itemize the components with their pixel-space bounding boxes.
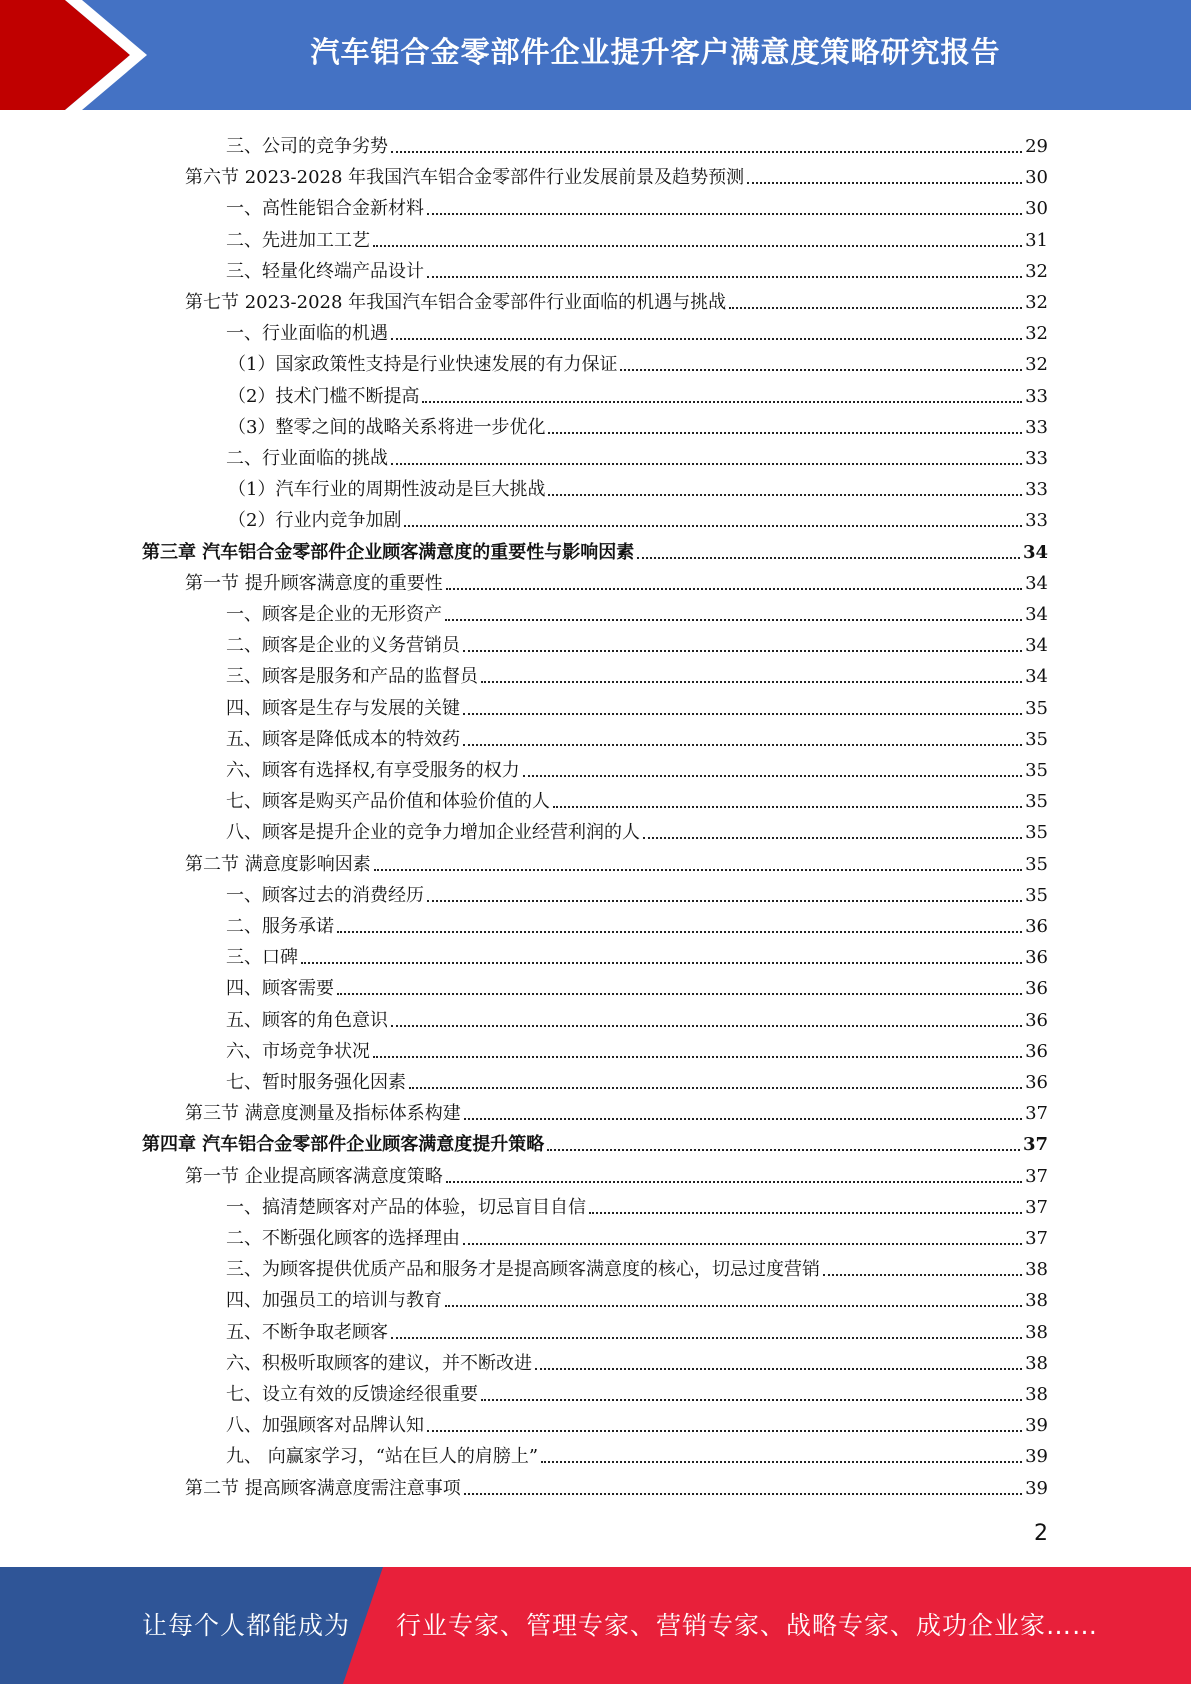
toc-entry-label: 三、口碑 xyxy=(226,947,298,969)
toc-entry[interactable] xyxy=(226,1406,1048,1437)
toc-entry-label: 二、顾客是企业的义务营销员 xyxy=(226,635,460,657)
toc-entry[interactable] xyxy=(226,1375,1048,1406)
toc-entry[interactable] xyxy=(226,127,1048,158)
toc-entry-label: 六、积极听取顾客的建议，并不断改进 xyxy=(226,1352,532,1374)
toc-dot-leader xyxy=(409,1087,1022,1089)
toc-entry[interactable] xyxy=(185,564,1048,595)
toc-entry-label: 一、顾客是企业的无形资产 xyxy=(226,604,442,625)
toc-entry-page: 32 xyxy=(1025,323,1048,345)
toc-dot-leader xyxy=(373,1056,1022,1058)
toc-entry-label: （2）行业内竞争加剧 xyxy=(228,510,402,532)
toc-entry-label: 一、高性能铝合金新材料 xyxy=(226,198,424,220)
toc-entry-page: 38 xyxy=(1025,1321,1048,1343)
toc-entry-label: 第七节 2023-2028 年我国汽车铝合金零部件行业面临的机遇与挑战 xyxy=(185,292,727,313)
toc-entry-label: 一、顾客过去的消费经历 xyxy=(226,884,424,906)
toc-entry-page: 34 xyxy=(1025,604,1048,625)
toc-entry[interactable] xyxy=(226,1063,1048,1094)
toc-entry-label: （1）国家政策性支持是行业快速发展的有力保证 xyxy=(228,354,618,376)
toc-entry[interactable] xyxy=(228,470,1048,501)
toc-entry[interactable] xyxy=(142,533,1048,564)
toc-entry[interactable] xyxy=(226,751,1048,782)
toc-entry-label: 二、行业面临的挑战 xyxy=(226,448,388,469)
toc-entry[interactable] xyxy=(228,377,1048,408)
toc-entry[interactable] xyxy=(226,876,1048,907)
toc-dot-leader xyxy=(620,369,1022,371)
toc-entry-label: （2）技术门槛不断提高 xyxy=(228,385,420,407)
toc-dot-leader xyxy=(445,619,1022,621)
toc-entry-label: 四、顾客是生存与发展的关键 xyxy=(226,697,460,719)
toc-entry-page: 33 xyxy=(1025,416,1048,438)
report-title: 汽车铝合金零部件企业提升客户满意度策略研究报告 xyxy=(310,35,1001,69)
toc-entry[interactable] xyxy=(226,189,1048,220)
toc-dot-leader xyxy=(643,837,1022,839)
toc-entry[interactable] xyxy=(226,314,1048,345)
toc-entry[interactable] xyxy=(226,782,1048,813)
toc-dot-leader xyxy=(301,962,1022,964)
toc-entry[interactable] xyxy=(226,252,1048,283)
toc-dot-leader xyxy=(427,213,1022,215)
toc-entry[interactable] xyxy=(226,657,1048,688)
toc-entry-page: 37 xyxy=(1025,1165,1048,1187)
toc-entry[interactable] xyxy=(226,720,1048,751)
toc-entry-page: 37 xyxy=(1025,1196,1048,1218)
toc-dot-leader xyxy=(553,806,1022,808)
toc-entry-page: 30 xyxy=(1025,167,1048,189)
toc-dot-leader xyxy=(548,494,1022,496)
toc-entry-page: 35 xyxy=(1025,853,1048,875)
toc-entry-page: 33 xyxy=(1025,479,1048,501)
toc-entry-label: 八、顾客是提升企业的竞争力增加企业经营利润的人 xyxy=(226,822,640,844)
toc-entry-page: 38 xyxy=(1025,1352,1048,1374)
toc-entry-page: 37 xyxy=(1025,1228,1048,1249)
toc-dot-leader xyxy=(427,900,1022,902)
toc-entry-label: 五、顾客是降低成本的特效药 xyxy=(226,728,460,750)
toc-entry-label: 第三章 汽车铝合金零部件企业顾客满意度的重要性与影响因素 xyxy=(142,541,635,563)
toc-entry-label: 七、顾客是购买产品价值和体验价值的人 xyxy=(226,791,550,813)
toc-entry[interactable] xyxy=(185,1094,1048,1125)
toc-dot-leader xyxy=(464,1118,1022,1120)
toc-dot-leader xyxy=(446,1181,1022,1183)
toc-dot-leader xyxy=(463,1243,1022,1245)
toc-entry-label: 第一节 提升顾客满意度的重要性 xyxy=(185,572,443,594)
toc-entry-page: 34 xyxy=(1025,572,1048,594)
toc-entry-label: 五、顾客的角色意识 xyxy=(226,1009,388,1031)
toc-entry-page: 36 xyxy=(1025,947,1048,969)
toc-entry-page: 36 xyxy=(1025,916,1048,937)
toc-entry-label: 第三节 满意度测量及指标体系构建 xyxy=(185,1103,461,1125)
toc-entry[interactable] xyxy=(226,595,1048,626)
toc-entry-label: 第二节 提高顾客满意度需注意事项 xyxy=(185,1477,461,1499)
toc-dot-leader xyxy=(729,307,1022,309)
toc-entry[interactable] xyxy=(185,1157,1048,1188)
toc-dot-leader xyxy=(404,525,1022,527)
toc-entry-label: 六、市场竞争状况 xyxy=(226,1040,370,1062)
toc-dot-leader xyxy=(535,1368,1022,1370)
toc-entry-page: 33 xyxy=(1025,448,1048,469)
toc-entry-page: 30 xyxy=(1025,198,1048,220)
toc-entry[interactable] xyxy=(226,626,1048,657)
toc-entry-label: 一、行业面临的机遇 xyxy=(226,323,388,345)
toc-dot-leader xyxy=(374,869,1022,871)
toc-dot-leader xyxy=(747,182,1022,184)
toc-dot-leader xyxy=(391,463,1022,465)
toc-entry-page: 32 xyxy=(1025,260,1048,282)
toc-dot-leader xyxy=(427,1430,1022,1432)
toc-entry-page: 29 xyxy=(1025,136,1048,157)
toc-entry-page: 39 xyxy=(1025,1477,1048,1499)
toc-entry-page: 37 xyxy=(1025,1103,1048,1125)
footer-slogan-right: 行业专家、管理专家、营销专家、战略专家、成功企业家…… xyxy=(396,1611,1099,1640)
toc-dot-leader xyxy=(481,1399,1022,1401)
toc-entry-page: 35 xyxy=(1025,760,1048,781)
toc-entry-label: 二、先进加工工艺 xyxy=(226,229,370,251)
toc-entry-label: 五、不断争取老顾客 xyxy=(226,1321,388,1343)
toc-entry-page: 39 xyxy=(1025,1446,1048,1468)
toc-entry-page: 38 xyxy=(1025,1384,1048,1405)
toc-entry[interactable] xyxy=(228,408,1048,439)
toc-dot-leader xyxy=(391,338,1022,340)
toc-dot-leader xyxy=(391,1337,1022,1339)
toc-entry-label: 六、顾客有选择权,有享受服务的权力 xyxy=(226,760,520,781)
toc-entry[interactable] xyxy=(226,969,1048,1000)
toc-dot-leader xyxy=(373,245,1022,247)
toc-dot-leader xyxy=(337,993,1022,995)
toc-dot-leader xyxy=(523,775,1022,777)
toc-entry-page: 38 xyxy=(1025,1259,1048,1281)
toc-dot-leader xyxy=(541,1461,1022,1463)
toc-entry[interactable] xyxy=(226,439,1048,470)
toc-entry-label: 第二节 满意度影响因素 xyxy=(185,853,371,875)
toc-entry-label: 二、不断强化顾客的选择理由 xyxy=(226,1228,460,1249)
toc-entry[interactable] xyxy=(226,1219,1048,1250)
toc-entry-label: 第一节 企业提高顾客满意度策略 xyxy=(185,1165,443,1187)
toc-entry-page: 35 xyxy=(1025,884,1048,906)
toc-dot-leader xyxy=(337,931,1022,933)
toc-dot-leader xyxy=(463,744,1022,746)
toc-entry-label: 一、搞清楚顾客对产品的体验，切忌盲目自信 xyxy=(226,1196,586,1218)
toc-dot-leader xyxy=(589,1212,1022,1214)
toc-entry-label: 二、服务承诺 xyxy=(226,916,334,937)
page-header xyxy=(0,0,1191,110)
toc-entry[interactable] xyxy=(228,501,1048,532)
toc-entry[interactable] xyxy=(226,1250,1048,1281)
toc-entry-label: 三、为顾客提供优质产品和服务才是提高顾客满意度的核心，切忌过度营销 xyxy=(226,1259,820,1281)
toc-entry[interactable] xyxy=(226,907,1048,938)
toc-entry-label: 三、轻量化终端产品设计 xyxy=(226,260,424,282)
toc-entry-page: 36 xyxy=(1025,1009,1048,1031)
toc-entry-page: 34 xyxy=(1022,541,1048,563)
toc-entry-label: 九、 向赢家学习，“站在巨人的肩膀上” xyxy=(226,1446,539,1468)
toc-dot-leader xyxy=(422,401,1022,403)
toc-entry-label: 七、设立有效的反馈途经很重要 xyxy=(226,1384,478,1405)
toc-entry[interactable] xyxy=(226,1032,1048,1063)
toc-entry-label: （3）整零之间的战略关系将进一步优化 xyxy=(228,416,546,438)
toc-entry-label: 第四章 汽车铝合金零部件企业顾客满意度提升策略 xyxy=(142,1134,545,1156)
toc-entry-page: 35 xyxy=(1025,697,1048,719)
toc-entry-label: （1）汽车行业的周期性波动是巨大挑战 xyxy=(228,479,546,501)
toc-entry[interactable] xyxy=(226,813,1048,844)
page-footer xyxy=(0,1567,1191,1684)
toc-entry[interactable] xyxy=(185,845,1048,876)
toc-entry-label: 三、公司的竞争劣势 xyxy=(226,136,388,157)
toc-entry-label: 八、加强顾客对品牌认知 xyxy=(226,1415,424,1437)
toc-dot-leader xyxy=(463,650,1022,652)
toc-entry[interactable] xyxy=(226,1313,1048,1344)
toc-entry-page: 32 xyxy=(1025,354,1048,376)
toc-entry-page: 32 xyxy=(1025,292,1048,313)
toc-dot-leader xyxy=(464,1493,1022,1495)
toc-entry[interactable] xyxy=(185,158,1048,189)
toc-entry-page: 36 xyxy=(1025,1072,1048,1093)
toc-entry[interactable] xyxy=(226,221,1048,252)
red-chevron-icon xyxy=(0,0,150,110)
toc-entry-label: 第六节 2023-2028 年我国汽车铝合金零部件行业发展前景及趋势预测 xyxy=(185,167,745,189)
toc-dot-leader xyxy=(823,1274,1022,1276)
toc-entry-page: 31 xyxy=(1025,229,1048,251)
toc-entry[interactable] xyxy=(142,1125,1048,1156)
toc-entry[interactable] xyxy=(226,1001,1048,1032)
toc-entry-page: 33 xyxy=(1025,385,1048,407)
toc-entry-page: 36 xyxy=(1025,978,1048,1000)
toc-entry-page: 35 xyxy=(1025,822,1048,844)
toc-entry[interactable] xyxy=(226,1281,1048,1312)
page-number: 2 xyxy=(1034,1521,1048,1546)
toc-dot-leader xyxy=(547,1149,1020,1151)
toc-dot-leader xyxy=(548,432,1022,434)
toc-dot-leader xyxy=(391,1025,1022,1027)
toc-entry[interactable] xyxy=(226,1437,1048,1468)
toc-entry[interactable] xyxy=(226,938,1048,969)
toc-entry[interactable] xyxy=(185,283,1048,314)
toc-entry-page: 34 xyxy=(1025,666,1048,688)
toc-entry-label: 四、加强员工的培训与教育 xyxy=(226,1290,442,1312)
toc-entry-page: 35 xyxy=(1025,728,1048,750)
toc-entry-page: 34 xyxy=(1025,635,1048,657)
toc-entry-page: 35 xyxy=(1025,791,1048,813)
toc-entry-page: 37 xyxy=(1022,1134,1048,1156)
toc-entry[interactable] xyxy=(228,345,1048,376)
toc-entry-page: 36 xyxy=(1025,1040,1048,1062)
toc-entry[interactable] xyxy=(226,1344,1048,1375)
toc-dot-leader xyxy=(637,557,1020,559)
toc-entry-label: 四、顾客需要 xyxy=(226,978,334,1000)
toc-dot-leader xyxy=(391,151,1022,153)
footer-slogan-left: 让每个人都能成为 xyxy=(142,1611,351,1640)
toc-entry-label: 七、暂时服务强化因素 xyxy=(226,1072,406,1093)
toc-dot-leader xyxy=(446,588,1022,590)
toc-dot-leader xyxy=(481,681,1022,683)
toc-entry[interactable] xyxy=(226,1188,1048,1219)
toc-entry[interactable] xyxy=(226,689,1048,720)
toc-dot-leader xyxy=(463,713,1022,715)
toc-entry-page: 33 xyxy=(1025,510,1048,532)
toc-entry-page: 38 xyxy=(1025,1290,1048,1312)
toc-entry-label: 三、顾客是服务和产品的监督员 xyxy=(226,666,478,688)
toc-dot-leader xyxy=(445,1305,1022,1307)
toc-dot-leader xyxy=(427,276,1022,278)
toc-entry-page: 39 xyxy=(1025,1415,1048,1437)
toc-entry[interactable] xyxy=(185,1469,1048,1500)
